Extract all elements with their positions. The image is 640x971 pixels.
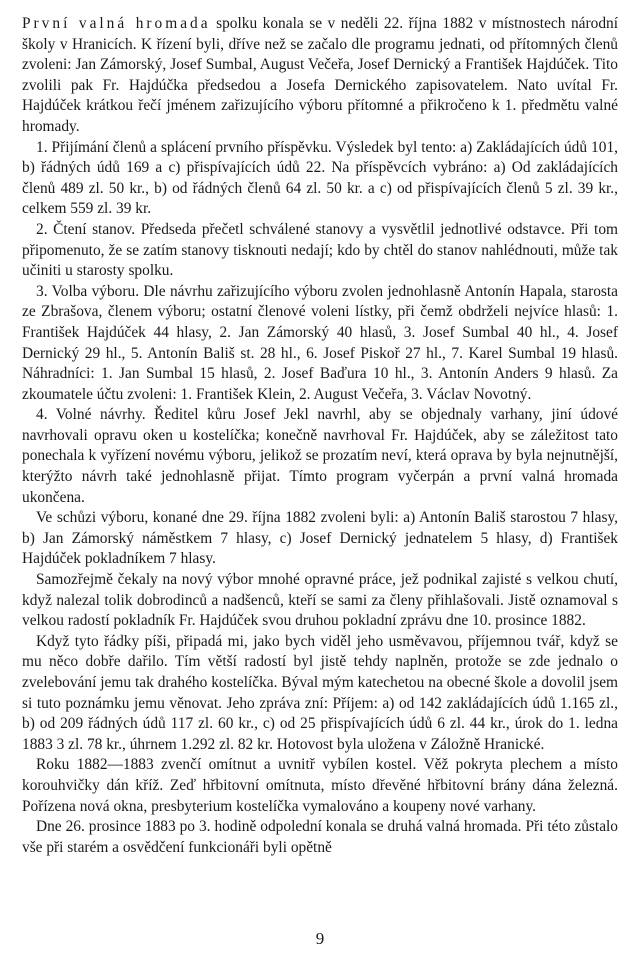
intro-spaced-heading: První valná hromada [22, 15, 211, 32]
paragraph-committee: Ve schůzi výboru, konané dne 29. října 1882 zvoleni byli: a) Antonín Bališ starostou 7 hlasy, b) Jan Zámorský náměstkem 7 hlasy, c) Josef Dernický jednatelem 5 hlasy, d) František Hajdúček pokladníkem 7 hlasy. [22, 509, 618, 568]
paragraph-second-assembly: Dne 26. prosince 1883 po 3. hodině odpolední konala se druhá valná hromada. Při této zůstalo vše při starém a osvědčení funkcionáři byli opětně [22, 818, 618, 856]
paragraph-renovation: Roku 1882—1883 zvenčí omítnut a uvnitř vybílen kostel. Věž pokryta plechem a místo korouhvičky dán kříž. Zeď hřbitovní omítnuta, místo dřevěné hřbitovní brány dána železná. Pořízena nová okna, presbyterium kostelíčka vymalováno a koupeny nové varhany. [22, 756, 618, 815]
paragraph-item-4: 4. Volné návrhy. Ředitel kůru Josef Jekl navrhl, aby se objednaly varhany, jiní údové navrhovali opravu oken u kostelíčka; konečně navrhoval Fr. Hajdúček, aby se záležitost tato ponechala k vyřízení novému výboru, jelikož se prozatím neví, která oprava by byla nejnutnější, kterýžto návrh také jednohlasně přijat. Tímto program vyčerpán a první valná hromada ukončena. [22, 406, 618, 506]
page-number: 9 [315, 929, 325, 948]
article-body [22, 14, 618, 858]
paragraph-item-3: 3. Volba výboru. Dle návrhu zařizujícího výboru zvolen jednohlasně Antonín Hapala, starosta ze Zbrašova, členem výboru; ostatní členové voleni lístky, při čemž obdrželi nejvíce hlasů: 1. František Hajdúček 44 hlasy, 2. Jan Zámorský 40 hlasů, 3. Josef Sumbal 40 hl., 4. Josef Dernický 29 hl., 5. Antonín Bališ st. 28 hl., 6. Josef Piskoř 27 hl., 7. Karel Sumbal 19 hlasů. Náhradníci: 1. Jan Sumbal 15 hlasů, 2. Josef Baďura 10 hl., 3. Antonín Anders 9 hlasů. Za zkoumatele účtu zvoleni: 1. František Klein, 2. August Večeřa, 3. Václav Novotný. [22, 282, 618, 403]
paragraph-repairs: Samozřejmě čekaly na nový výbor mnohé opravné práce, jež podnikal zajisté s velkou chutí, když nalezal tolik dobrodinců a nadšenců, kteří se sami za členy přihlašovali. Jistě oznamoval s velkou radostí pokladník Fr. Hajdúček svou druhou pokladní zprávu dne 10. prosince 1882. [22, 571, 618, 630]
paragraph-intro [22, 14, 618, 138]
intro-text: spolku konala se v neděli 22. října 1882 v místnostech národní školy v Hranicích. K řízení byli, dříve než se začalo dle programu jednati, od přítomných členů zvoleni: Jan Zámorský, Josef Sumbal, August Večeřa, Josef Dernický a František Hajdúček. Tito zvolili pak Fr. Hajdúčka předsedou a Josefa Dernického zapisovatelem. Nato uvítal Fr. Hajdúček krátkou řečí jménem zařizujícího výboru přítomné a přikročeno k 1. předmětu valné hromady. [22, 15, 618, 135]
paragraph-item-2: 2. Čtení stanov. Předseda přečetl schválené stanovy a vysvětlil jednotlivé odstavce. Při tom připomenuto, že se zatím stanovy tisknouti nedají; kdo by chtěl do stanov nahlédnouti, může tak učiniti u starosty spolku. [22, 220, 618, 280]
paragraph-memoir: Když tyto řádky píši, připadá mi, jako bych viděl jeho usměvavou, příjemnou tvář, když se mu něco dobře dařilo. Tím větší radostí byl jistě tehdy naplněn, protože se zde jednalo o zvelebování jemu tak drahého kostelíčka. Býval mým katechetou na obecné škole a dovolil jsem si tuto poznámku jemu věnovat. Jeho zpráva zní: Příjem: a) od 142 zakládajících údů 1.165 zl., b) od 209 řádných údů 117 zl. 60 kr., c) od 25 přispívajících údů 6 zl. 44 kr., úrok do 1. ledna 1883 3 zl. 78 kr., úhrnem 1.292 zl. 82 kr. Hotovost byla uložena v Záložně Hranické. [22, 632, 618, 753]
paragraph-item-1: 1. Přijímání členů a splácení prvního příspěvku. Výsledek byl tento: a) Zakládajících údů 101, b) řádných údů 169 a c) přispívajících údů 22. Na příspěvcích vybráno: a) Od zakládajících členů 489 zl. 50 kr., b) od řádných členů 64 zl. 50 kr. a c) od přispívajících členů 5 zl. 39 kr., celkem 559 zl. 39 kr. [22, 138, 618, 218]
